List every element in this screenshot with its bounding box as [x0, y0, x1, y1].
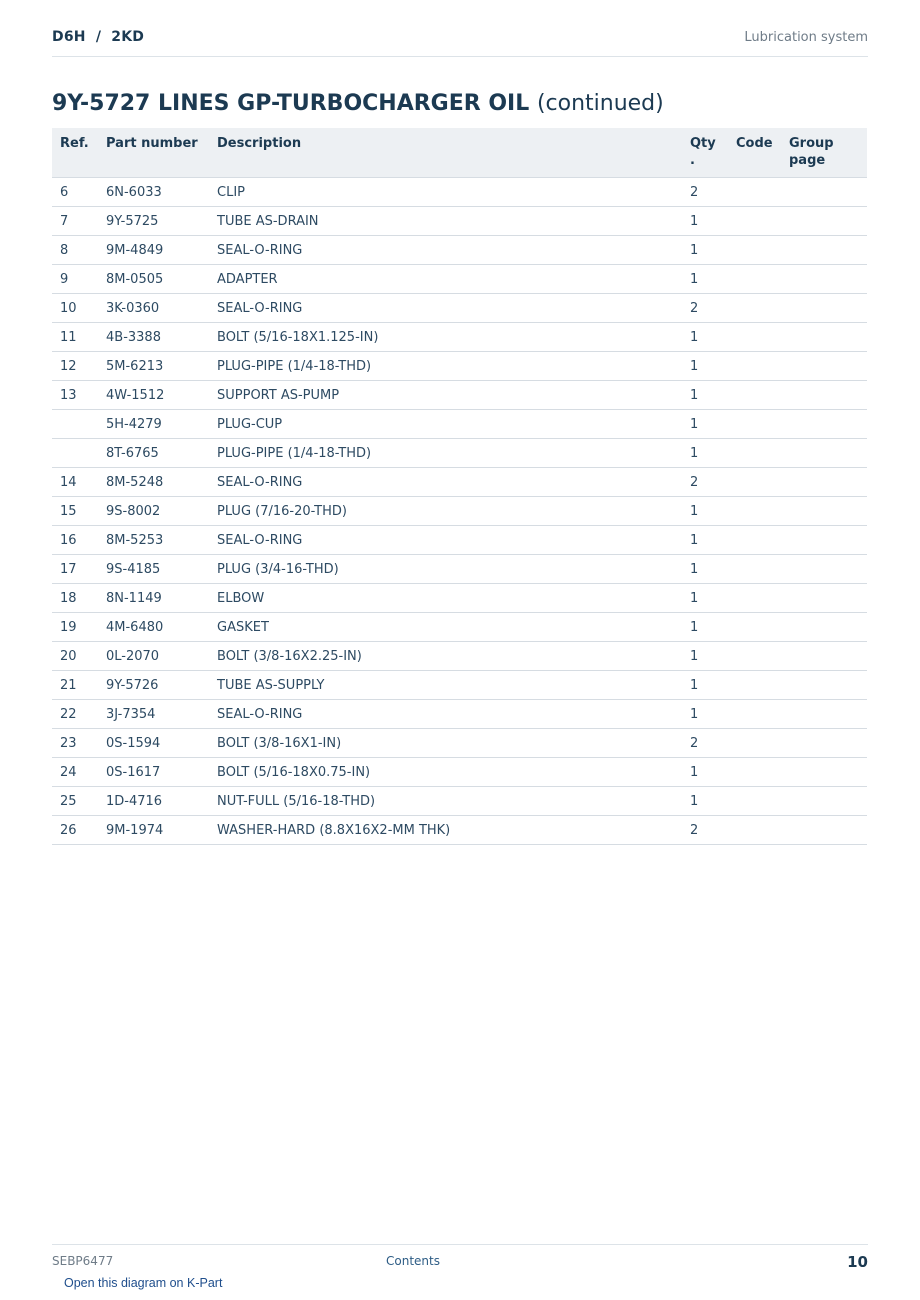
- cell-part-number: 1D-4716: [98, 787, 209, 816]
- cell-description: GASKET: [209, 613, 682, 642]
- column-header-group-page: Group page: [781, 128, 867, 178]
- cell-qty: 1: [682, 671, 728, 700]
- cell-qty: 1: [682, 555, 728, 584]
- cell-ref: 10: [52, 294, 98, 323]
- cell-description: SUPPORT AS-PUMP: [209, 381, 682, 410]
- cell-group-page: [781, 758, 867, 787]
- cell-part-number: 9Y-5726: [98, 671, 209, 700]
- cell-qty: 2: [682, 816, 728, 845]
- cell-group-page: [781, 265, 867, 294]
- cell-code: [728, 816, 781, 845]
- cell-part-number: 9M-1974: [98, 816, 209, 845]
- cell-part-number: 8M-0505: [98, 265, 209, 294]
- cell-code: [728, 555, 781, 584]
- cell-description: PLUG (3/4-16-THD): [209, 555, 682, 584]
- cell-group-page: [781, 468, 867, 497]
- cell-part-number: 3J-7354: [98, 700, 209, 729]
- cell-qty: 1: [682, 352, 728, 381]
- table-row: [52, 787, 867, 816]
- cell-description: PLUG (7/16-20-THD): [209, 497, 682, 526]
- cell-part-number: 9Y-5725: [98, 207, 209, 236]
- cell-group-page: [781, 526, 867, 555]
- cell-ref: [52, 410, 98, 439]
- cell-code: [728, 294, 781, 323]
- cell-description: BOLT (3/8-16X2.25-IN): [209, 642, 682, 671]
- table-row: [52, 816, 867, 845]
- cell-qty: 1: [682, 787, 728, 816]
- cell-ref: 26: [52, 816, 98, 845]
- cell-code: [728, 410, 781, 439]
- table-row: [52, 584, 867, 613]
- cell-ref: 17: [52, 555, 98, 584]
- page-header: [52, 0, 868, 57]
- cell-description: SEAL-O-RING: [209, 468, 682, 497]
- cell-part-number: 0S-1594: [98, 729, 209, 758]
- cell-qty: 1: [682, 410, 728, 439]
- cell-ref: 9: [52, 265, 98, 294]
- cell-part-number: 8M-5253: [98, 526, 209, 555]
- cell-ref: 22: [52, 700, 98, 729]
- cell-ref: 6: [52, 178, 98, 207]
- cell-qty: 1: [682, 236, 728, 265]
- cell-ref: 19: [52, 613, 98, 642]
- cell-ref: 15: [52, 497, 98, 526]
- table-row: [52, 671, 867, 700]
- cell-code: [728, 787, 781, 816]
- cell-code: [728, 729, 781, 758]
- cell-description: WASHER-HARD (8.8X16X2-MM THK): [209, 816, 682, 845]
- table-row: [52, 497, 867, 526]
- table-row: [52, 642, 867, 671]
- cell-group-page: [781, 613, 867, 642]
- cell-group-page: [781, 497, 867, 526]
- cell-qty: 2: [682, 178, 728, 207]
- cell-part-number: 8T-6765: [98, 439, 209, 468]
- cell-group-page: [781, 294, 867, 323]
- cell-code: [728, 584, 781, 613]
- cell-description: SEAL-O-RING: [209, 294, 682, 323]
- cell-qty: 2: [682, 468, 728, 497]
- cell-code: [728, 323, 781, 352]
- cell-qty: 2: [682, 729, 728, 758]
- cell-ref: 24: [52, 758, 98, 787]
- cell-ref: [52, 439, 98, 468]
- page-title: [52, 89, 664, 119]
- cell-part-number: 5M-6213: [98, 352, 209, 381]
- cell-part-number: 6N-6033: [98, 178, 209, 207]
- table-row: [52, 294, 867, 323]
- cell-description: SEAL-O-RING: [209, 700, 682, 729]
- parts-table: [52, 128, 867, 845]
- table-row: [52, 352, 867, 381]
- cell-ref: 14: [52, 468, 98, 497]
- cell-group-page: [781, 700, 867, 729]
- page-number: 10: [847, 1253, 868, 1271]
- cell-group-page: [781, 207, 867, 236]
- cell-description: ADAPTER: [209, 265, 682, 294]
- cell-description: TUBE AS-SUPPLY: [209, 671, 682, 700]
- cell-group-page: [781, 178, 867, 207]
- cell-code: [728, 700, 781, 729]
- table-row: [52, 700, 867, 729]
- cell-group-page: [781, 410, 867, 439]
- section-name: Lubrication system: [744, 30, 868, 45]
- table-row: [52, 613, 867, 642]
- column-header-part-number: Part number: [98, 128, 209, 178]
- cell-code: [728, 178, 781, 207]
- cell-part-number: 4W-1512: [98, 381, 209, 410]
- cell-qty: 1: [682, 700, 728, 729]
- cell-part-number: 0S-1617: [98, 758, 209, 787]
- table-row: [52, 526, 867, 555]
- cell-code: [728, 439, 781, 468]
- cell-description: SEAL-O-RING: [209, 526, 682, 555]
- cell-code: [728, 526, 781, 555]
- cell-ref: 7: [52, 207, 98, 236]
- cell-part-number: 8M-5248: [98, 468, 209, 497]
- page-title-suffix: (continued): [536, 91, 664, 116]
- table-row: [52, 729, 867, 758]
- document-id: SEBP6477: [52, 1254, 114, 1268]
- cell-group-page: [781, 671, 867, 700]
- cell-qty: 2: [682, 294, 728, 323]
- cell-qty: 1: [682, 613, 728, 642]
- cell-part-number: 4M-6480: [98, 613, 209, 642]
- cell-group-page: [781, 729, 867, 758]
- header-row: [52, 128, 867, 178]
- cell-description: NUT-FULL (5/16-18-THD): [209, 787, 682, 816]
- cell-qty: 1: [682, 497, 728, 526]
- cell-description: CLIP: [209, 178, 682, 207]
- page-title-main: 9Y-5727 LINES GP-TURBOCHARGER OIL: [52, 91, 530, 116]
- cell-qty: 1: [682, 584, 728, 613]
- cell-description: BOLT (5/16-18X1.125-IN): [209, 323, 682, 352]
- cell-ref: 13: [52, 381, 98, 410]
- cell-ref: 16: [52, 526, 98, 555]
- cell-group-page: [781, 787, 867, 816]
- cell-part-number: 3K-0360: [98, 294, 209, 323]
- parts-table-body: [52, 178, 867, 845]
- cell-qty: 1: [682, 323, 728, 352]
- table-row: [52, 468, 867, 497]
- cell-qty: 1: [682, 526, 728, 555]
- cell-code: [728, 758, 781, 787]
- cell-group-page: [781, 439, 867, 468]
- cell-ref: 21: [52, 671, 98, 700]
- cell-part-number: 0L-2070: [98, 642, 209, 671]
- cell-description: PLUG-PIPE (1/4-18-THD): [209, 439, 682, 468]
- contents-link[interactable]: Contents: [386, 1254, 440, 1268]
- cell-group-page: [781, 236, 867, 265]
- cell-description: SEAL-O-RING: [209, 236, 682, 265]
- table-row: [52, 323, 867, 352]
- cell-description: TUBE AS-DRAIN: [209, 207, 682, 236]
- cell-ref: 11: [52, 323, 98, 352]
- cell-group-page: [781, 816, 867, 845]
- cell-part-number: 4B-3388: [98, 323, 209, 352]
- table-row: [52, 758, 867, 787]
- cell-code: [728, 613, 781, 642]
- cell-ref: 8: [52, 236, 98, 265]
- cell-qty: 1: [682, 207, 728, 236]
- cell-group-page: [781, 323, 867, 352]
- cell-code: [728, 468, 781, 497]
- column-header-code: Code: [728, 128, 781, 178]
- cell-description: BOLT (5/16-18X0.75-IN): [209, 758, 682, 787]
- cell-part-number: 9S-4185: [98, 555, 209, 584]
- column-header-qty: Qty .: [682, 128, 728, 178]
- cell-ref: 23: [52, 729, 98, 758]
- model-label: D6H / 2KD: [52, 29, 145, 45]
- open-kpart-diagram-link[interactable]: Open this diagram on K-Part: [64, 1276, 223, 1290]
- cell-part-number: 9S-8002: [98, 497, 209, 526]
- cell-description: PLUG-PIPE (1/4-18-THD): [209, 352, 682, 381]
- cell-qty: 1: [682, 381, 728, 410]
- table-row: [52, 381, 867, 410]
- cell-ref: 25: [52, 787, 98, 816]
- table-row: [52, 207, 867, 236]
- table-row: [52, 439, 867, 468]
- cell-ref: 18: [52, 584, 98, 613]
- cell-part-number: 9M-4849: [98, 236, 209, 265]
- cell-code: [728, 671, 781, 700]
- cell-group-page: [781, 642, 867, 671]
- table-row: [52, 265, 867, 294]
- cell-code: [728, 497, 781, 526]
- column-header-description: Description: [209, 128, 682, 178]
- column-header-ref: Ref.: [52, 128, 98, 178]
- cell-group-page: [781, 584, 867, 613]
- cell-description: PLUG-CUP: [209, 410, 682, 439]
- parts-table-header: [52, 128, 867, 178]
- table-row: [52, 178, 867, 207]
- cell-qty: 1: [682, 758, 728, 787]
- cell-group-page: [781, 352, 867, 381]
- cell-part-number: 5H-4279: [98, 410, 209, 439]
- cell-code: [728, 642, 781, 671]
- cell-part-number: 8N-1149: [98, 584, 209, 613]
- cell-code: [728, 381, 781, 410]
- cell-code: [728, 352, 781, 381]
- cell-code: [728, 265, 781, 294]
- cell-qty: 1: [682, 265, 728, 294]
- cell-description: BOLT (3/8-16X1-IN): [209, 729, 682, 758]
- cell-code: [728, 236, 781, 265]
- cell-qty: 1: [682, 439, 728, 468]
- cell-group-page: [781, 555, 867, 584]
- cell-group-page: [781, 381, 867, 410]
- cell-ref: 12: [52, 352, 98, 381]
- page-footer: [52, 1244, 868, 1269]
- cell-code: [728, 207, 781, 236]
- cell-ref: 20: [52, 642, 98, 671]
- table-row: [52, 555, 867, 584]
- table-row: [52, 236, 867, 265]
- cell-description: ELBOW: [209, 584, 682, 613]
- cell-qty: 1: [682, 642, 728, 671]
- table-row: [52, 410, 867, 439]
